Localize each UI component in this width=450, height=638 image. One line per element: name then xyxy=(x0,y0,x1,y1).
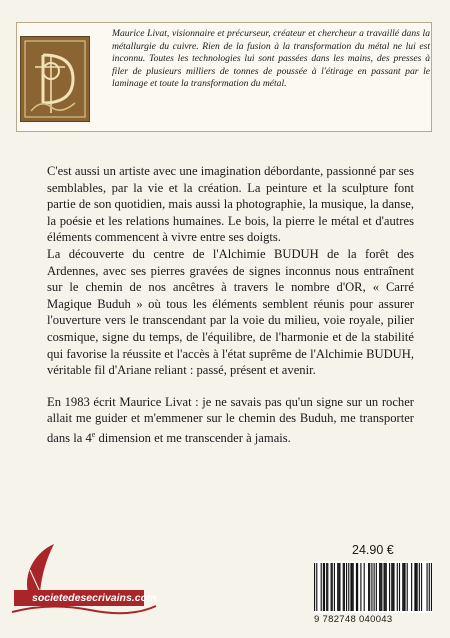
barcode-bar xyxy=(376,563,377,611)
barcode-bar xyxy=(419,563,420,611)
emblem-icon xyxy=(20,36,90,122)
barcode-bar xyxy=(356,563,357,611)
barcode-bar xyxy=(411,563,412,611)
barcode-bars xyxy=(314,561,432,613)
barcode-bar xyxy=(417,563,418,611)
barcode-bar xyxy=(407,563,408,611)
barcode-bar xyxy=(381,563,382,611)
barcode-bar xyxy=(357,563,358,611)
quote-part-2: dimension et me transcender à jamais. xyxy=(95,431,291,446)
barcode-bar xyxy=(391,563,392,611)
barcode-bar xyxy=(371,563,372,611)
barcode-bar xyxy=(346,563,347,611)
barcode-bar xyxy=(314,563,315,611)
intro-text: Maurice Livat, visionnaire et précurseur, créateur et chercheur a travaillé dans la métallurgie du cuivre. Rien de la fusion à la transformation du métal ne lui est inconnu. Toutes les technologies lui sont passées dans les mains, des presses à filer de plusieurs milliers de tonnes de poussée à l'étirage en passant par le laminage et toute la transformation du métal. xyxy=(112,28,430,90)
paragraph-quote xyxy=(47,394,414,447)
barcode-bar xyxy=(369,563,370,611)
barcode-bar xyxy=(344,563,345,611)
barcode-bar xyxy=(429,563,430,611)
barcode-bar xyxy=(414,563,415,611)
barcode-bar xyxy=(332,563,333,611)
barcode-bar xyxy=(404,563,405,611)
quote-superscript: e xyxy=(91,429,96,439)
paragraph-artist: C'est aussi un artiste avec une imagination débordante, passionné par ses semblables, par la vie et la création. La peinture et la sculpture font partie de son quotidien, mais aussi la photographie, la musique, la danse, la poésie et les relations humaines. Le bois, la pierre le métal et d'autres éléments commencent à vivre entre ses doigts. xyxy=(47,164,414,245)
barcode-bar xyxy=(326,563,327,611)
barcode-bar xyxy=(403,563,404,611)
barcode-bar xyxy=(374,563,375,611)
barcode-bar xyxy=(339,563,340,611)
barcode-bar xyxy=(337,563,338,611)
barcode-bar xyxy=(353,563,354,611)
barcode-bar xyxy=(321,563,322,611)
barcode-bar xyxy=(402,563,403,611)
barcode-bar xyxy=(338,563,339,611)
barcode-bar xyxy=(415,563,416,611)
barcode-bar xyxy=(348,563,349,611)
main-text xyxy=(47,163,414,447)
barcode-bar xyxy=(397,563,398,611)
barcode-bar xyxy=(323,563,324,611)
barcode-bar xyxy=(385,563,386,611)
quill-icon xyxy=(10,540,160,620)
barcode-bar xyxy=(360,563,361,611)
barcode-number: 9 782748 040043 xyxy=(314,614,393,625)
barcode xyxy=(314,561,432,613)
barcode-bar xyxy=(364,563,365,611)
barcode-bar xyxy=(426,563,427,611)
price: 24.90 € xyxy=(352,543,394,557)
barcode-bar xyxy=(399,563,400,611)
barcode-bar xyxy=(421,563,422,611)
barcode-bar xyxy=(386,563,387,611)
barcode-bar xyxy=(343,563,344,611)
barcode-bar xyxy=(331,563,332,611)
barcode-bar xyxy=(316,563,317,611)
barcode-bar xyxy=(383,563,384,611)
barcode-bar xyxy=(389,563,390,611)
barcode-bar xyxy=(350,563,351,611)
barcode-bar xyxy=(380,563,381,611)
barcode-bar xyxy=(327,563,328,611)
publisher-logo xyxy=(10,540,160,620)
barcode-bar xyxy=(368,563,369,611)
barcode-bar xyxy=(324,563,325,611)
quote-part-1: En 1983 écrit Maurice Livat : je ne savais pas qu'un signe sur un rocher allait me guider et m'emmener sur le chemin des Buduh, me transporter dans la 4 xyxy=(47,394,414,446)
barcode-bar xyxy=(393,563,394,611)
paragraph-buduh: La découverte du centre de l'Alchimie BUDUH de la forêt des Ardennes, avec ses pierres gravées de signes inconnus nous entraînent sur le chemin de nos ancêtres à travers le nombre d'OR, « Carré Magique Buduh » où tous les éléments semblent réunis pour assurer l'ouverture vers le transcendant par la voie du milieu, voie royale, pilier cosmique, signe du temps, de l'équilibre, de l'harmonie et de la stabilité qui favorise la réussite et l'accès à l'état suprême de l'Alchimie BUDUH, véritable fil d'Ariane reliant : passé, présent et avenir. xyxy=(47,246,414,378)
barcode-bar xyxy=(392,563,393,611)
barcode-bar xyxy=(334,563,335,611)
barcode-bar xyxy=(352,563,353,611)
barcode-bar xyxy=(431,563,432,611)
barcode-bar xyxy=(379,563,380,611)
publisher-name: societedesecrivains.com xyxy=(14,590,144,606)
